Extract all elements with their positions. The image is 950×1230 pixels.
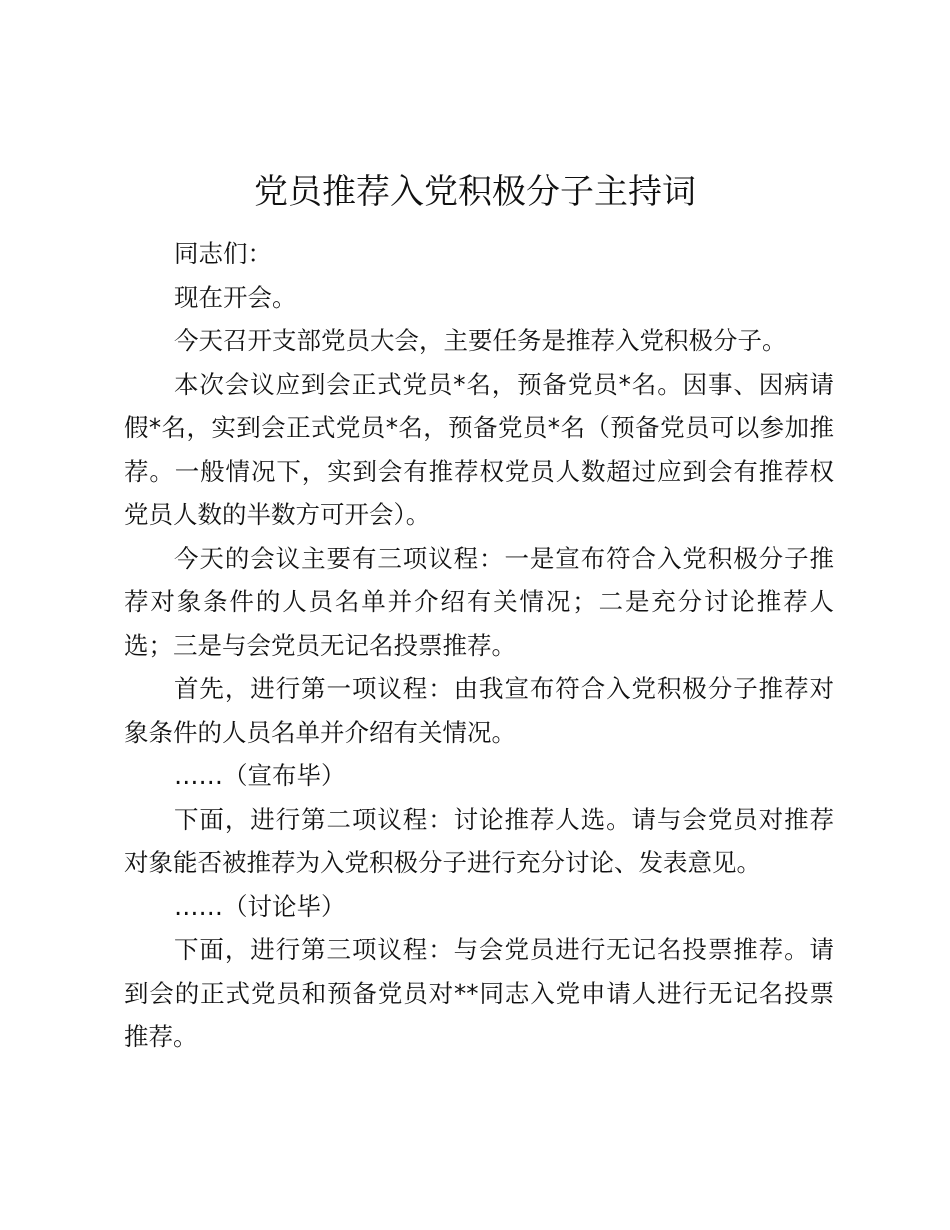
paragraph-item-one: 首先，进行第一项议程：由我宣布符合入党积极分子推荐对象条件的人员名单并介绍有关情况。 — [124, 674, 834, 747]
paragraph-purpose: 今天召开支部党员大会，主要任务是推荐入党积极分子。 — [174, 326, 787, 355]
paragraph-item-two: 下面，进行第二项议程：讨论推荐人选。请与会党员对推荐对象能否被推荐为入党积极分子进行充分讨论、发表意见。 — [124, 804, 834, 877]
paragraph-greeting: 同志们： — [174, 239, 272, 268]
paragraph-attendance: 本次会议应到会正式党员*名，预备党员*名。因事、因病请假*名，实到会正式党员*名，预备党员*名（预备党员可以参加推荐。一般情况下，实到会有推荐权党员人数超过应到会有推荐权党员人数的半数方可开会）。 — [124, 369, 834, 529]
paragraph-agenda: 今天的会议主要有三项议程：一是宣布符合入党积极分子推荐对象条件的人员名单并介绍有关情况；二是充分讨论推荐人选；三是与会党员无记名投票推荐。 — [124, 543, 834, 660]
paragraph-item-two-done: ……（讨论毕） — [174, 891, 346, 921]
paragraph-item-one-done: ……（宣布毕） — [174, 761, 346, 790]
document-title: 党员推荐入党积极分子主持词 — [254, 172, 696, 212]
document-body — [124, 232, 834, 1059]
paragraph-opening: 现在开会。 — [174, 282, 297, 312]
paragraph-item-three: 下面，进行第三项议程：与会党员进行无记名投票推荐。请到会的正式党员和预备党员对**同志入党申请人进行无记名投票推荐。 — [124, 935, 834, 1051]
